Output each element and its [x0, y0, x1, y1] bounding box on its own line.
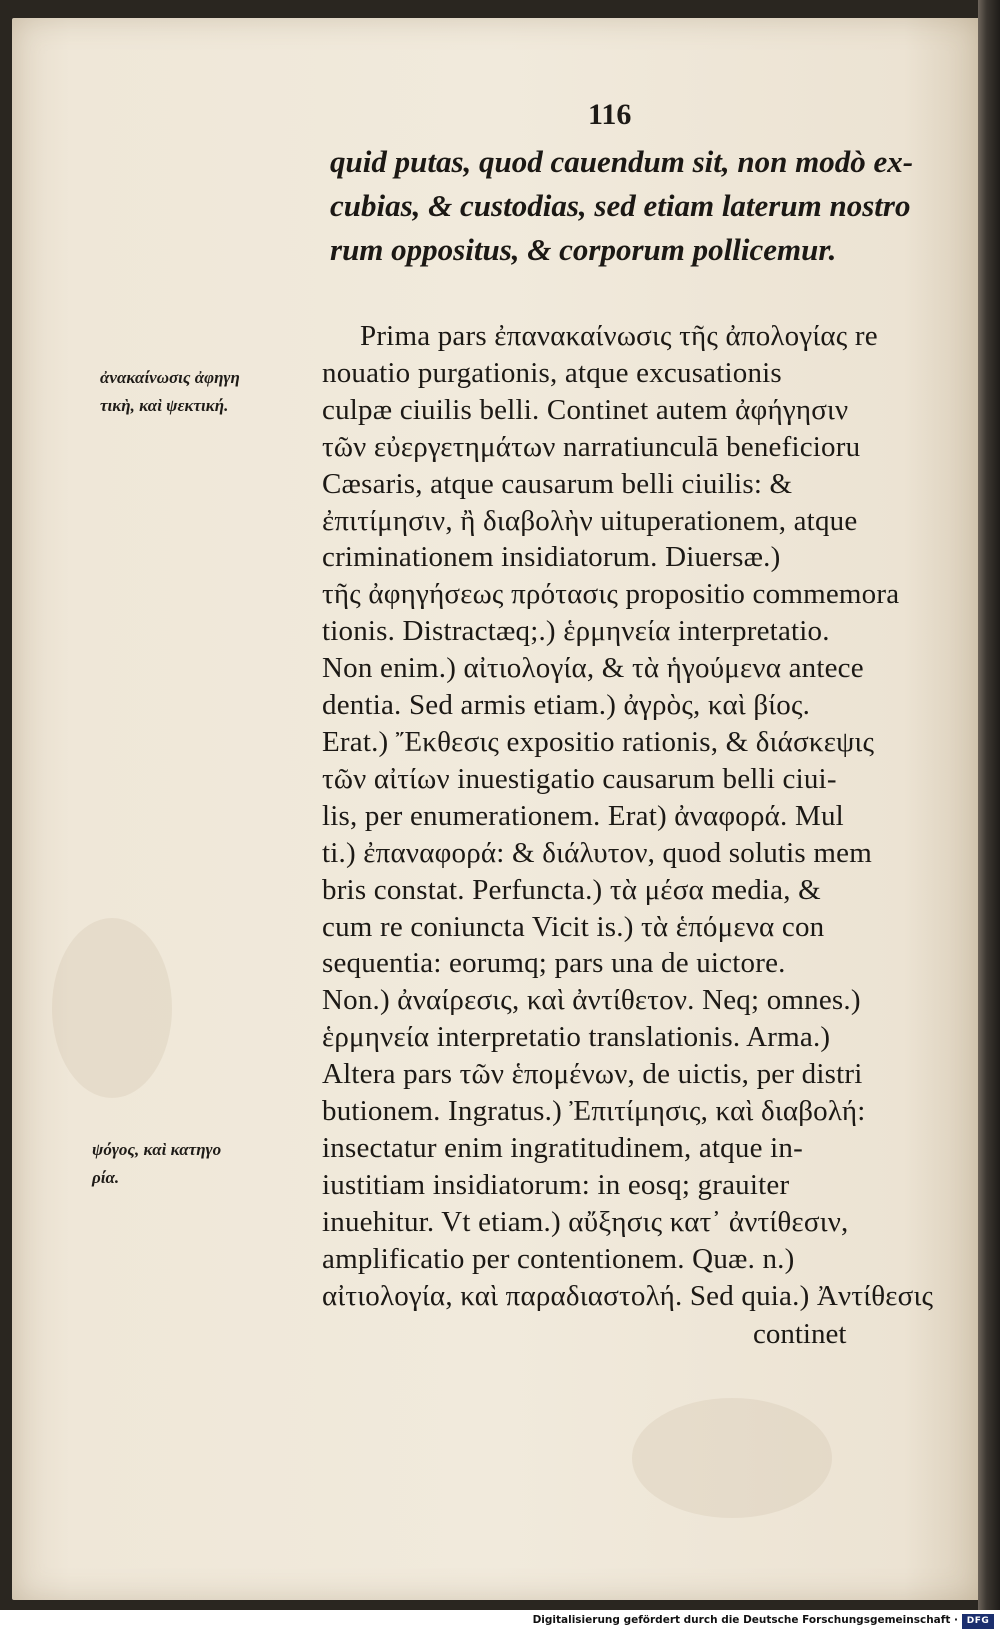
body-line: ἐπιτίμησιν, ἢ διαβολὴν uituperationem, atque [322, 504, 858, 537]
body-line: ti.) ἐπαναφορά: & διάλυτον, quod solutis mem [322, 836, 872, 869]
body-line: τῆς ἀφηγήσεως πρότασις propositio commemora [322, 578, 900, 611]
margin-note-line: ψόγος, καὶ κατηγο [92, 1140, 222, 1159]
body-line: bris constat. Perfuncta.) τὰ μέσα media, & [322, 873, 821, 906]
body-line: αἰτιολογία, καὶ παραδιαστολή. Sed quia.) Ἀντίθεσις [322, 1279, 934, 1312]
body-line: tionis. Distractæq;.) ἑρμηνεία interpretatio. [322, 615, 830, 648]
body-line: criminationem insidiatorum. Diuersæ.) [322, 541, 781, 574]
body-line: τῶν εὐεργετημάτων narratiunculā beneficioru [322, 430, 861, 463]
italic-passage [330, 140, 940, 272]
body-line: τῶν αἰτίων inuestigatio causarum belli ciui- [322, 762, 837, 795]
page-number: 116 [588, 98, 632, 131]
book-spine [978, 0, 1000, 1610]
margin-note [100, 364, 240, 420]
commentary-body [322, 318, 942, 1314]
italic-line: rum oppositus, & corporum pollicemur. [330, 232, 837, 267]
body-line: nouatio purgationis, atque excusationis [322, 356, 782, 389]
margin-note-line: τικὴ, καὶ ψεκτική. [100, 396, 229, 415]
body-line: lis, per enumerationem. Erat) ἀναφορά. Mul [322, 799, 844, 832]
footer-credit: Digitalisierung gefördert durch die Deutsche Forschungsgemeinschaft · [532, 1614, 958, 1626]
body-line: Non.) ἀναίρεσις, καὶ ἀντίθετον. Neq; omnes.) [322, 984, 861, 1017]
body-line: sequentia: eorumq; pars una de uictore. [322, 947, 786, 980]
body-line: cum re coniuncta Vicit is.) τὰ ἑπόμενα con [322, 910, 825, 943]
body-line: iustitiam insidiatorum: in eosq; grauiter [322, 1168, 790, 1201]
body-line: butionem. Ingratus.) Ἐπιτίμησις, καὶ διαβολή: [322, 1095, 866, 1128]
body-line: insectatur enim ingratitudinem, atque in- [322, 1131, 803, 1164]
body-line: Erat.) Ἔκθεσις expositio rationis, & διάσκεψις [322, 725, 875, 758]
italic-line: cubias, & custodias, sed etiam laterum nostro [330, 188, 911, 223]
dfg-logo: DFG [962, 1614, 994, 1629]
margin-note-line: ἀνακαίνωσις ἀφηγη [100, 368, 240, 387]
margin-note [92, 1136, 221, 1192]
paper-stain [52, 918, 172, 1098]
body-line: ἑρμηνεία interpretatio translationis. Arma.) [322, 1021, 831, 1054]
body-line: inuehitur. Vt etiam.) αὔξησις κατ᾽ ἀντίθεσιν, [322, 1205, 849, 1238]
body-line: culpæ ciuilis belli. Continet autem ἀφήγησιν [322, 393, 849, 426]
digitization-footer [0, 1610, 1000, 1634]
body-line: Cæsaris, atque causarum belli ciuilis: & [322, 467, 793, 500]
body-line: Prima pars ἐπανακαίνωσις τῆς ἀπολογίας re [360, 320, 878, 352]
body-line: Non enim.) αἰτιολογία, & τὰ ἡγούμενα antece [322, 652, 864, 685]
catchword: continet [753, 1318, 847, 1350]
paper-stain [632, 1398, 832, 1518]
body-line: dentia. Sed armis etiam.) ἀγρὸς, καὶ βίος. [322, 689, 811, 722]
body-line: amplificatio per contentionem. Quæ. n.) [322, 1242, 795, 1275]
margin-note-line: ρία. [92, 1168, 120, 1187]
italic-line: quid putas, quod cauendum sit, non modò ex- [330, 144, 914, 179]
body-line: Altera pars τῶν ἑπομένων, de uictis, per distri [322, 1058, 863, 1091]
